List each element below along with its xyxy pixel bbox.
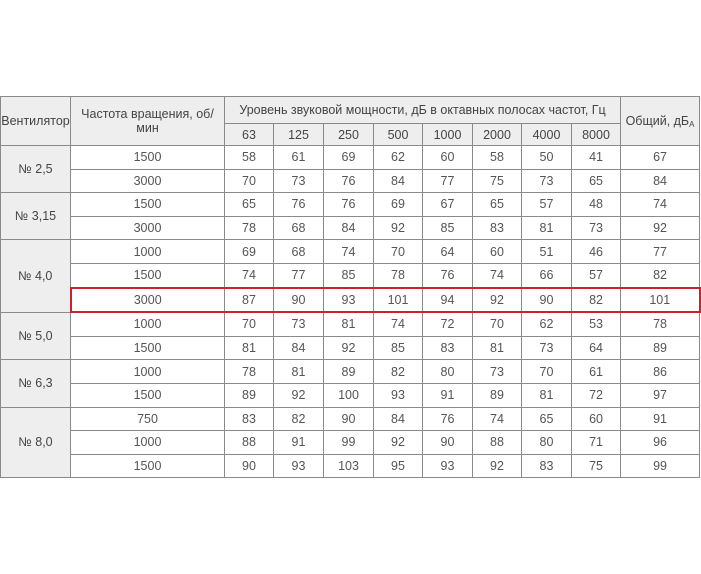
level-cell: 77 xyxy=(423,169,473,193)
table-row xyxy=(1,288,700,313)
total-cell: 78 xyxy=(621,312,700,336)
level-cell: 70 xyxy=(473,312,522,336)
table-row xyxy=(1,312,700,336)
level-cell: 53 xyxy=(572,312,621,336)
level-cell: 93 xyxy=(423,454,473,478)
total-cell: 84 xyxy=(621,169,700,193)
level-cell: 74 xyxy=(324,240,374,264)
level-cell: 85 xyxy=(423,216,473,240)
fan-size-cell: № 8,0 xyxy=(1,407,71,478)
level-cell: 90 xyxy=(225,454,274,478)
level-cell: 88 xyxy=(225,431,274,455)
level-cell: 66 xyxy=(522,263,572,287)
level-cell: 84 xyxy=(324,216,374,240)
level-cell: 68 xyxy=(274,216,324,240)
level-cell: 65 xyxy=(572,169,621,193)
level-cell: 58 xyxy=(473,146,522,170)
level-cell: 72 xyxy=(572,383,621,407)
level-cell: 83 xyxy=(423,336,473,360)
level-cell: 87 xyxy=(225,288,274,313)
level-cell: 69 xyxy=(374,193,423,217)
fan-size-cell: № 5,0 xyxy=(1,312,71,360)
header-frequency: 125 xyxy=(274,124,324,146)
total-cell: 96 xyxy=(621,431,700,455)
level-cell: 92 xyxy=(473,288,522,313)
level-cell: 103 xyxy=(324,454,374,478)
level-cell: 64 xyxy=(572,336,621,360)
level-cell: 72 xyxy=(423,312,473,336)
level-cell: 81 xyxy=(225,336,274,360)
rpm-cell: 750 xyxy=(71,407,225,431)
rpm-cell: 3000 xyxy=(71,169,225,193)
level-cell: 46 xyxy=(572,240,621,264)
level-cell: 67 xyxy=(423,193,473,217)
rpm-cell: 1000 xyxy=(71,312,225,336)
rpm-cell: 1000 xyxy=(71,240,225,264)
level-cell: 74 xyxy=(225,263,274,287)
level-cell: 81 xyxy=(522,216,572,240)
total-cell: 77 xyxy=(621,240,700,264)
rpm-cell: 1500 xyxy=(71,146,225,170)
level-cell: 61 xyxy=(274,146,324,170)
level-cell: 90 xyxy=(324,407,374,431)
table-row xyxy=(1,336,700,360)
level-cell: 76 xyxy=(423,407,473,431)
total-cell: 89 xyxy=(621,336,700,360)
header-frequency: 1000 xyxy=(423,124,473,146)
header-fan: Вентилятор xyxy=(1,97,71,146)
header-speed: Частота вращения, об/мин xyxy=(71,97,225,146)
level-cell: 73 xyxy=(522,336,572,360)
total-cell: 101 xyxy=(621,288,700,313)
level-cell: 81 xyxy=(274,360,324,384)
table-row xyxy=(1,193,700,217)
header-sound-power: Уровень звуковой мощности, дБ в октавных полосах частот, Гц xyxy=(225,97,621,124)
level-cell: 93 xyxy=(324,288,374,313)
level-cell: 70 xyxy=(225,169,274,193)
level-cell: 75 xyxy=(473,169,522,193)
level-cell: 82 xyxy=(572,288,621,313)
level-cell: 83 xyxy=(473,216,522,240)
level-cell: 84 xyxy=(274,336,324,360)
level-cell: 92 xyxy=(324,336,374,360)
rpm-cell: 1500 xyxy=(71,263,225,287)
level-cell: 80 xyxy=(423,360,473,384)
table-row xyxy=(1,216,700,240)
total-cell: 82 xyxy=(621,263,700,287)
level-cell: 93 xyxy=(374,383,423,407)
level-cell: 75 xyxy=(572,454,621,478)
level-cell: 62 xyxy=(374,146,423,170)
table-row xyxy=(1,383,700,407)
level-cell: 85 xyxy=(324,263,374,287)
level-cell: 81 xyxy=(522,383,572,407)
total-cell: 67 xyxy=(621,146,700,170)
table-row xyxy=(1,454,700,478)
table-row xyxy=(1,431,700,455)
level-cell: 90 xyxy=(274,288,324,313)
level-cell: 70 xyxy=(522,360,572,384)
level-cell: 61 xyxy=(572,360,621,384)
header-frequency: 63 xyxy=(225,124,274,146)
level-cell: 85 xyxy=(374,336,423,360)
header-total xyxy=(621,97,700,146)
fan-size-cell: № 4,0 xyxy=(1,240,71,312)
fan-size-cell: № 2,5 xyxy=(1,146,71,193)
level-cell: 78 xyxy=(225,216,274,240)
level-cell: 60 xyxy=(473,240,522,264)
rpm-cell: 3000 xyxy=(71,288,225,313)
level-cell: 74 xyxy=(473,407,522,431)
level-cell: 89 xyxy=(473,383,522,407)
level-cell: 89 xyxy=(324,360,374,384)
level-cell: 99 xyxy=(324,431,374,455)
noise-table xyxy=(0,96,701,478)
level-cell: 65 xyxy=(522,407,572,431)
level-cell: 76 xyxy=(324,169,374,193)
level-cell: 57 xyxy=(522,193,572,217)
level-cell: 95 xyxy=(374,454,423,478)
header-frequency: 4000 xyxy=(522,124,572,146)
rpm-cell: 1000 xyxy=(71,360,225,384)
header-frequency: 2000 xyxy=(473,124,522,146)
level-cell: 70 xyxy=(374,240,423,264)
level-cell: 84 xyxy=(374,407,423,431)
level-cell: 60 xyxy=(423,146,473,170)
header-frequency: 500 xyxy=(374,124,423,146)
level-cell: 73 xyxy=(274,169,324,193)
header-total-subscript: А xyxy=(689,119,695,129)
level-cell: 73 xyxy=(473,360,522,384)
total-cell: 99 xyxy=(621,454,700,478)
level-cell: 51 xyxy=(522,240,572,264)
level-cell: 78 xyxy=(374,263,423,287)
total-cell: 91 xyxy=(621,407,700,431)
level-cell: 74 xyxy=(374,312,423,336)
level-cell: 92 xyxy=(374,216,423,240)
header-total-label: Общий, дБ xyxy=(625,113,690,128)
level-cell: 92 xyxy=(374,431,423,455)
rpm-cell: 1500 xyxy=(71,193,225,217)
level-cell: 83 xyxy=(225,407,274,431)
level-cell: 48 xyxy=(572,193,621,217)
level-cell: 76 xyxy=(324,193,374,217)
level-cell: 74 xyxy=(473,263,522,287)
level-cell: 69 xyxy=(225,240,274,264)
fan-size-cell: № 3,15 xyxy=(1,193,71,240)
level-cell: 62 xyxy=(522,312,572,336)
total-cell: 92 xyxy=(621,216,700,240)
level-cell: 69 xyxy=(324,146,374,170)
rpm-cell: 1500 xyxy=(71,336,225,360)
level-cell: 68 xyxy=(274,240,324,264)
header-frequency: 250 xyxy=(324,124,374,146)
level-cell: 94 xyxy=(423,288,473,313)
level-cell: 78 xyxy=(225,360,274,384)
header-frequency: 8000 xyxy=(572,124,621,146)
level-cell: 76 xyxy=(423,263,473,287)
table-row xyxy=(1,146,700,170)
level-cell: 81 xyxy=(473,336,522,360)
total-cell: 86 xyxy=(621,360,700,384)
level-cell: 90 xyxy=(423,431,473,455)
level-cell: 93 xyxy=(274,454,324,478)
level-cell: 91 xyxy=(423,383,473,407)
table-row xyxy=(1,407,700,431)
level-cell: 64 xyxy=(423,240,473,264)
level-cell: 88 xyxy=(473,431,522,455)
level-cell: 101 xyxy=(374,288,423,313)
level-cell: 73 xyxy=(572,216,621,240)
level-cell: 57 xyxy=(572,263,621,287)
rpm-cell: 1500 xyxy=(71,454,225,478)
total-cell: 97 xyxy=(621,383,700,407)
level-cell: 80 xyxy=(522,431,572,455)
table-row xyxy=(1,360,700,384)
table-row xyxy=(1,169,700,193)
rpm-cell: 1500 xyxy=(71,383,225,407)
level-cell: 73 xyxy=(274,312,324,336)
level-cell: 58 xyxy=(225,146,274,170)
level-cell: 81 xyxy=(324,312,374,336)
level-cell: 83 xyxy=(522,454,572,478)
level-cell: 84 xyxy=(374,169,423,193)
level-cell: 77 xyxy=(274,263,324,287)
level-cell: 92 xyxy=(473,454,522,478)
level-cell: 76 xyxy=(274,193,324,217)
total-cell: 74 xyxy=(621,193,700,217)
level-cell: 91 xyxy=(274,431,324,455)
level-cell: 65 xyxy=(473,193,522,217)
level-cell: 82 xyxy=(374,360,423,384)
level-cell: 60 xyxy=(572,407,621,431)
level-cell: 73 xyxy=(522,169,572,193)
level-cell: 70 xyxy=(225,312,274,336)
level-cell: 50 xyxy=(522,146,572,170)
rpm-cell: 1000 xyxy=(71,431,225,455)
level-cell: 92 xyxy=(274,383,324,407)
level-cell: 89 xyxy=(225,383,274,407)
level-cell: 100 xyxy=(324,383,374,407)
level-cell: 71 xyxy=(572,431,621,455)
level-cell: 82 xyxy=(274,407,324,431)
level-cell: 65 xyxy=(225,193,274,217)
table-row xyxy=(1,263,700,287)
rpm-cell: 3000 xyxy=(71,216,225,240)
fan-size-cell: № 6,3 xyxy=(1,360,71,407)
level-cell: 41 xyxy=(572,146,621,170)
table-row xyxy=(1,240,700,264)
level-cell: 90 xyxy=(522,288,572,313)
